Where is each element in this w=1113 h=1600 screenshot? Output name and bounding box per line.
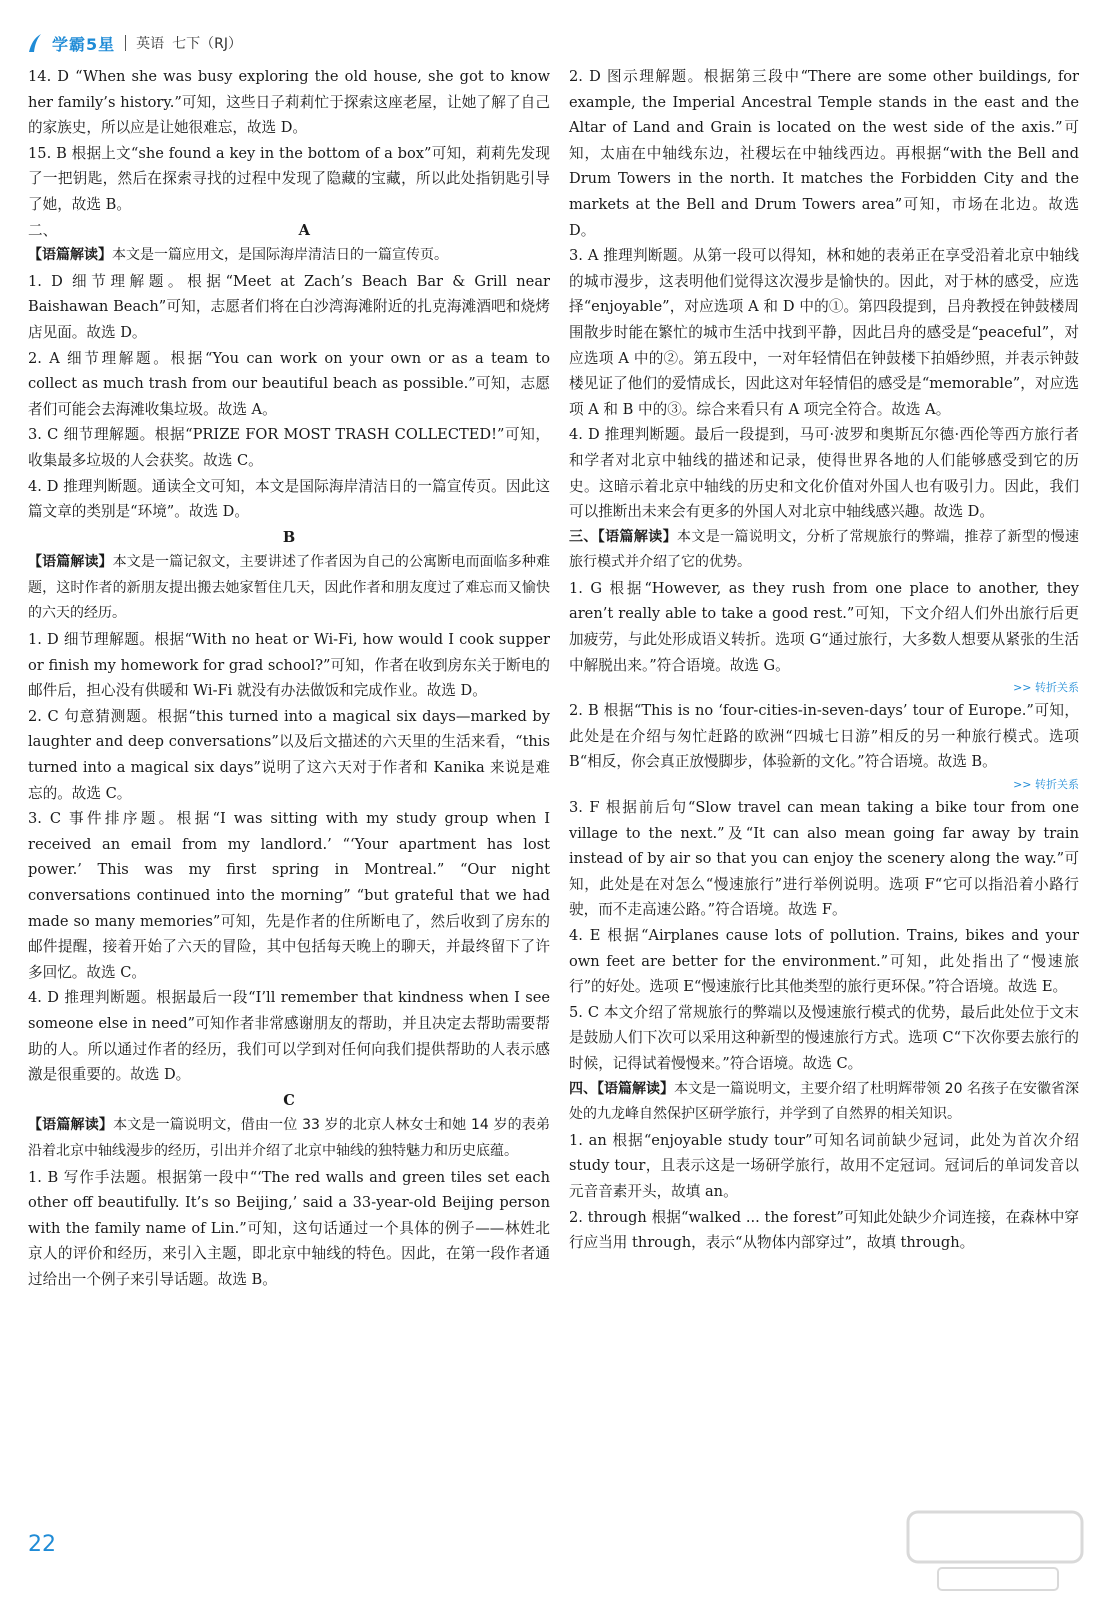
answer-paragraph: 1. G 根据“However, as they rush from one place to another, they aren’t really able to take a good rest.”可知，下文介绍人们外出旅行后更加疲劳，与此处形成语义转折。选项 G“通过旅行，大多数人想要从紧张的生活中解脱出来。”符合语境。故选 G。 — [569, 579, 1079, 674]
answer-paragraph: 1. D 细节理解题。根据“Meet at Zach’s Beach Bar & Grill near Baishawan Beach”可知，志愿者们将在白沙湾海滩附近的扎克海滩酒吧和烧烤店见面。故选 D。 — [28, 272, 550, 341]
answer-paragraph: 2. through 根据“walked ... the forest”可知此处缺少介词连接，在森林中穿行应当用 through，表示“从物体内部穿过”，故填 through。 — [569, 1208, 1079, 1252]
passage-analysis — [28, 1113, 550, 1164]
header-divider — [125, 35, 126, 51]
analysis-text: 本文是一篇说明文，分析了常规旅行的弊端，推荐了新型的慢速旅行模式并介绍了它的优势。 — [569, 528, 1080, 571]
answer-paragraph: 3. F 根据前后句“Slow travel can mean taking a bike tour from one village to the next.”及“It can also mean going far away by train instead of by air so that you can enjoy the scenery along the way.”可知，此处是在对怎么“慢速旅行”进行举例说明。选项 F“它可以指沿着小路行驶，而不走高速公路。”符合语境。故选 F。 — [569, 799, 1079, 919]
analysis-label: 【语篇解读】 — [28, 247, 112, 264]
answer-paragraph: 14. D “When she was busy exploring the old house, she got to know her family’s history.”可知，这些日子莉莉忙于探索这座老屋，让她了解了自己的家族史，所以应是让她很难忘，故选 D。 — [28, 68, 550, 137]
page-number: 22 — [28, 1532, 56, 1557]
passage-heading: A — [298, 221, 310, 239]
analysis-label: 【语篇解读】 — [28, 1117, 114, 1134]
section-number: 二、 — [28, 221, 58, 239]
analysis-text: 本文是一篇说明文，主要介绍了杜明辉带领 20 名孩子在安徽省深处的九龙峰自然保护区研学旅行，并学到了自然界的相关知识。 — [569, 1080, 1079, 1123]
answer-paragraph: 4. D 推理判断题。通读全文可知，本文是国际海岸清洁日的一篇宣传页。因此这篇文章的类别是“环境”。故选 D。 — [28, 477, 550, 521]
passage-heading: B — [282, 528, 296, 546]
answer-paragraph: 2. C 句意猜测题。根据“this turned into a magical six days—marked by laughter and deep conversations”以及后文描述的六天里的生活来看，“this turned into a magical six days”说明了这六天对于作者和 Kanika 来说是难忘的。故选 C。 — [28, 707, 550, 802]
watermark-logo — [900, 1506, 1090, 1596]
answer-paragraph: 2. A 细节理解题。根据“You can work on your own or as a team to collect as much trash from our beautiful beach as possible.”可知，志愿者们可能会去海滩收集垃圾。故选 A。 — [28, 349, 550, 418]
answer-paragraph: 4. D 推理判断题。最后一段提到，马可·波罗和奥斯瓦尔德·西伦等西方旅行者和学者对北京中轴线的描述和记录，使得世界各地的人们能够感受到它的历史。这暗示着北京中轴线的历史和文化价值对外国人也有吸引力。因此，我们可以推断出未来会有更多的外国人对北京中轴线感兴趣。故选 D。 — [569, 426, 1079, 521]
passage-analysis — [28, 550, 550, 627]
answer-paragraph: 5. C 本文介绍了常规旅行的弊端以及慢速旅行模式的优势，最后此处位于文末是鼓励人们下次可以采用这种新型的慢速旅行方式。选项 C“下次你要去旅行的时候，记得试着慢慢来。”符合语境。故选 C。 — [569, 1003, 1079, 1072]
answer-paragraph: 2. B 根据“This is no ‘four-cities-in-seven-days’ tour of Europe.”可知，此处是在介绍与匆忙赶路的欧洲“四城七日游”相反的另一种旅行模式。选项 B“相反，你会真正放慢脚步，体验新的文化。”符合语境。故选 B。 — [569, 702, 1079, 771]
relation-tag: >> 转折关系 — [1013, 681, 1079, 695]
passage-heading: C — [283, 1091, 295, 1109]
right-column — [569, 64, 1079, 1256]
passage-analysis — [28, 243, 550, 269]
passage-analysis — [569, 525, 1079, 576]
left-column — [28, 64, 550, 1293]
subject-label: 英语 — [136, 36, 165, 52]
answer-paragraph: 4. E 根据“Airplanes cause lots of pollution. Trains, bikes and your own feet are better for the environment.”可知，此处指出了“慢速旅行”的好处。选项 E“慢速旅行比其他类型的旅行更环保。”符合语境。故选 E。 — [569, 927, 1079, 996]
answer-paragraph: 2. D 图示理解题。根据第三段中“There are some other buildings, for example, the Imperial Ancestral Temple stands in the east and the Altar of Land and Grain is located on the west side of the axis.”可知，太庙在中轴线东边，社稷坛在中轴线西边。再根据“with the Bell and Drum Towers in the north. It matches the Forbidden City and the markets at the Bell and Drum Towers area”可知，市场在北边。故选 D。 — [569, 68, 1079, 239]
answer-paragraph: 1. an 根据“enjoyable study tour”可知名词前缺少冠词，此处为首次介绍 study tour，且表示这是一场研学旅行，故用不定冠词。冠词后的单词发音以元音音素开头，故填 an。 — [569, 1131, 1079, 1200]
answer-paragraph: 1. D 细节理解题。根据“With no heat or Wi-Fi, how would I cook supper or finish my homework for grad school?”可知，作者在收到房东关于断电的邮件后，担心没有供暖和 Wi-Fi 就没有办法做饭和完成作业。故选 D。 — [28, 631, 550, 700]
section-heading — [28, 218, 550, 244]
answer-paragraph: 1. B 写作手法题。根据第一段中“‘The red walls and green tiles set each other off beautifully. It’s so Beijing,’ said a 33-year-old Beijing person with the family name of Lin.”可知，这句话通过一个具体的例子——林姓北京人的评价和经历，来引入主题，即北京中轴线的特色。因此，在第一段作者通过给出一个例子来引导话题。故选 B。 — [28, 1168, 550, 1288]
answer-paragraph: 15. B 根据上文“she found a key in the bottom of a box”可知，莉莉先发现了一把钥匙，然后在探索寻找的过程中发现了隐藏的宝藏，所以此处指钥匙引导了她，故选 B。 — [28, 144, 550, 213]
answer-paragraph: 4. D 推理判断题。根据最后一段“I’ll remember that kindness when I see someone else in need”可知作者非常感谢朋友的帮助，并且决定去帮助需要帮助的人。所以通过作者的经历，我们可以学到对任何向我们提供帮助的人表示感激是很重要的。故选 D。 — [28, 989, 550, 1084]
analysis-text: 本文是一篇说明文，借由一位 33 岁的北京人林女士和她 14 岁的表弟沿着北京中轴线漫步的经历，引出并介绍了北京中轴线的独特魅力和历史底蕴。 — [28, 1117, 550, 1159]
logo-icon — [26, 32, 44, 54]
answer-paragraph: 3. A 推理判断题。从第一段可以得知，林和她的表弟正在享受沿着北京中轴线的城市漫步，这表明他们觉得这次漫步是愉快的。因此，对于林的感受，应选择“enjoyable”，对应选项 A 和 D 中的①。第四段提到，吕舟教授在钟鼓楼周围散步时能在繁忙的城市生活中找到平静，因此吕舟的感受是“peaceful”，对应选项 A 中的②。第五段中，一对年轻情侣在钟鼓楼下拍婚纱照，并表示钟鼓楼见证了他们的爱情成长，因此这对年轻情侣的感受是“memorable”，对应选项 A 和 B 中的③。综合来看只有 A 项完全符合。故选 A。 — [569, 247, 1079, 418]
relation-tag: >> 转折关系 — [1013, 778, 1079, 792]
analysis-label: 【语篇解读】 — [28, 554, 113, 571]
passage-analysis — [569, 1077, 1079, 1128]
answer-paragraph: 3. C 事件排序题。根据“I was sitting with my study group when I received an email from my landlord.’ “‘Your apartment has lost power.’ This was my first spring in Montreal.” “Our night conversations continued into the morning” “but grateful that we had made so many memories”可知，先是作者的住所断电了，然后收到了房东的邮件提醒，接着开始了六天的冒险，其中包括每天晚上的聊天，并最终留下了许多回忆。故选 C。 — [28, 810, 550, 981]
page-header — [26, 26, 242, 60]
brand-name: 学霸5星 — [52, 34, 116, 54]
analysis-text: 本文是一篇记叙文，主要讲述了作者因为自己的公寓断电而面临多种难题，这时作者的新朋友提出搬去她家暂住几天，因此作者和朋友度过了难忘而又愉快的六天的经历。 — [28, 554, 551, 622]
answer-paragraph: 3. C 细节理解题。根据“PRIZE FOR MOST TRASH COLLECTED!”可知，收集最多垃圾的人会获奖。故选 C。 — [28, 426, 550, 469]
analysis-label: 三、【语篇解读】 — [569, 528, 677, 545]
analysis-text: 本文是一篇应用文，是国际海岸清洁日的一篇宣传页。 — [112, 247, 448, 264]
grade-label: 七下（RJ） — [172, 36, 242, 52]
analysis-label: 四、【语篇解读】 — [569, 1080, 675, 1097]
